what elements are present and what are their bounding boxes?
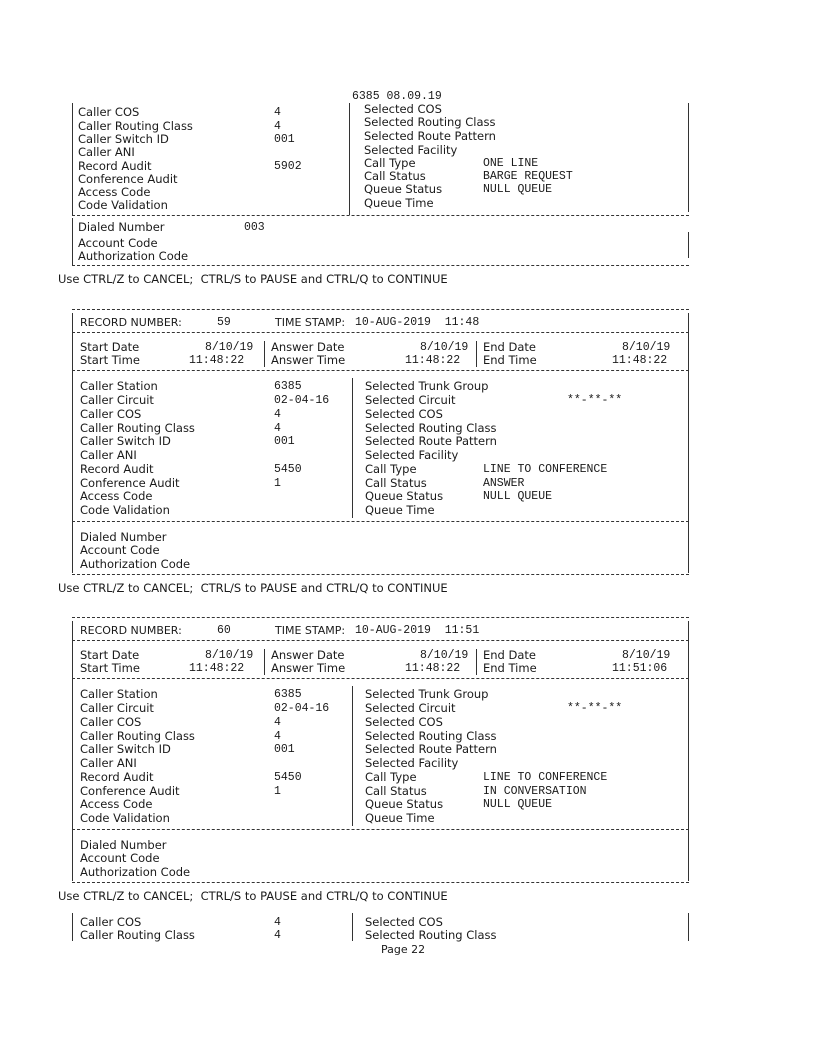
conference-audit-label: Conference Audit [80,476,180,490]
block0-dialed-number-value: 003 [244,221,265,234]
selected-facility-label: Selected Facility [365,448,459,462]
block0-code-validation-label: Code Validation [78,198,168,212]
record-number-value: 59 [217,316,231,329]
tail-right-border [688,913,689,941]
record-60-mid-border [352,686,353,826]
record-59-header-rule [72,332,689,333]
caller-switch-id-value: 001 [274,435,295,448]
answer-time-label: Answer Time [271,661,346,675]
block0-caller-routing-class-value: 4 [274,120,281,133]
queue-status-value: NULL QUEUE [483,490,553,503]
start-time-value: 11:48:22 [189,354,245,367]
queue-status-value: NULL QUEUE [483,798,553,811]
start-date-value: 8/10/19 [205,341,254,354]
start-date-value: 8/10/19 [205,649,254,662]
record-60-dates-rule [72,678,689,679]
access-code-label: Access Code [80,797,153,811]
caller-ani-label: Caller ANI [80,756,137,770]
caller-cos-value: 4 [274,716,281,729]
selected-circuit-value: **-**-** [567,394,623,407]
caller-station-value: 6385 [274,380,302,393]
caller-routing-class-label: Caller Routing Class [80,729,195,743]
start-time-label: Start Time [80,353,140,367]
end-date-value: 8/10/19 [622,649,671,662]
block0-mid-border [349,103,350,215]
block0-selected-facility-label: Selected Facility [364,143,458,157]
tail-selected-routing-class-label: Selected Routing Class [365,928,497,942]
block0-selected-route-pattern-label: Selected Route Pattern [364,129,496,143]
selected-cos-label: Selected COS [365,715,443,729]
control-prompt: Use CTRL/Z to CANCEL; CTRL/S to PAUSE and CTRL/Q to CONTINUE [58,581,448,595]
block0-record-audit-label: Record Audit [78,159,152,173]
caller-cos-label: Caller COS [80,407,142,421]
block0-access-code-label: Access Code [78,185,151,199]
block0-call-status-value: BARGE REQUEST [483,170,573,183]
block0-selected-cos-label: Selected COS [364,102,442,116]
queue-time-label: Queue Time [365,811,435,825]
authorization-code-label: Authorization Code [80,865,191,879]
caller-station-label: Caller Station [80,687,158,701]
selected-routing-class-label: Selected Routing Class [365,729,497,743]
block0-caller-cos-label: Caller COS [78,105,140,119]
caller-switch-id-label: Caller Switch ID [80,742,171,756]
record-59-date-sep-2 [476,341,477,367]
conference-audit-value: 1 [274,785,281,798]
block0-left-border-upper [72,103,73,215]
block0-caller-ani-label: Caller ANI [78,145,135,159]
time-stamp-value: 10-AUG-2019 11:48 [355,316,480,329]
block0-authorization-code-label: Authorization Code [78,249,189,263]
record-60-top-rule [72,617,689,618]
end-time-label: End Time [483,353,537,367]
queue-status-label: Queue Status [365,797,444,811]
code-validation-label: Code Validation [80,811,170,825]
call-type-value: LINE TO CONFERENCE [483,463,608,476]
record-59-fields-rule [72,521,689,522]
time-stamp-value: 10-AUG-2019 11:51 [355,624,480,637]
end-time-label: End Time [483,661,537,675]
start-time-label: Start Time [80,661,140,675]
record-59-dates-rule [72,370,689,371]
caller-cos-value: 4 [274,408,281,421]
selected-cos-label: Selected COS [365,407,443,421]
record-number-value: 60 [217,624,231,637]
block0-caller-switch-id-label: Caller Switch ID [78,132,169,146]
record-60-right-border [688,621,689,881]
tail-caller-routing-class-value: 4 [274,929,281,942]
block0-call-status-label: Call Status [364,169,426,183]
conference-audit-value: 1 [274,477,281,490]
call-status-value: ANSWER [483,477,525,490]
call-type-value: LINE TO CONFERENCE [483,771,608,784]
block0-conference-audit-label: Conference Audit [78,172,178,186]
caller-switch-id-label: Caller Switch ID [80,434,171,448]
record-60-bottom-rule [72,882,689,883]
caller-station-label: Caller Station [80,379,158,393]
tail-caller-cos-value: 4 [274,916,281,929]
call-status-value: IN CONVERSATION [483,785,587,798]
block0-right-border-lower [688,232,689,258]
queue-status-label: Queue Status [365,489,444,503]
call-type-label: Call Type [365,462,417,476]
record-60-date-sep-1 [264,649,265,675]
account-code-label: Account Code [80,851,160,865]
answer-date-label: Answer Date [271,340,345,354]
block0-queue-status-label: Queue Status [364,182,443,196]
record-60-date-sep-2 [476,649,477,675]
selected-circuit-value: **-**-** [567,702,623,715]
record-60-left-border [72,621,73,881]
record-audit-value: 5450 [274,463,302,476]
record-59-date-sep-1 [264,341,265,367]
record-59-right-border [688,313,689,573]
end-time-value: 11:51:06 [612,662,668,675]
record-59-mid-border [352,378,353,518]
caller-switch-id-value: 001 [274,743,295,756]
record-59-left-border [72,313,73,573]
dialed-number-label: Dialed Number [80,838,167,852]
block0-caller-cos-value: 4 [274,106,281,119]
caller-cos-label: Caller COS [80,715,142,729]
code-validation-label: Code Validation [80,503,170,517]
block0-queue-status-value: NULL QUEUE [483,183,553,196]
call-status-label: Call Status [365,784,427,798]
block0-caller-switch-id-value: 001 [274,133,295,146]
start-date-label: Start Date [80,648,140,662]
control-prompt: Use CTRL/Z to CANCEL; CTRL/S to PAUSE and CTRL/Q to CONTINUE [58,272,448,286]
block0-bottom-rule [72,265,689,266]
block0-left-border-lower [72,218,73,265]
caller-circuit-label: Caller Circuit [80,701,154,715]
caller-circuit-value: 02-04-16 [274,394,330,407]
start-date-label: Start Date [80,340,140,354]
control-prompt: Use CTRL/Z to CANCEL; CTRL/S to PAUSE and CTRL/Q to CONTINUE [58,889,448,903]
time-stamp-label: TIME STAMP: [275,624,346,637]
record-60-header-rule [72,640,689,641]
call-type-label: Call Type [365,770,417,784]
authorization-code-label: Authorization Code [80,557,191,571]
block0-selected-routing-class-label: Selected Routing Class [364,115,496,129]
time-stamp-label: TIME STAMP: [275,316,346,329]
block0-divider [72,215,689,216]
selected-trunk-group-label: Selected Trunk Group [365,687,489,701]
block0-dialed-number-label: Dialed Number [78,220,165,234]
caller-circuit-label: Caller Circuit [80,393,154,407]
dialed-number-label: Dialed Number [80,530,167,544]
answer-date-label: Answer Date [271,648,345,662]
end-date-value: 8/10/19 [622,341,671,354]
block0-queue-time-label: Queue Time [364,196,434,210]
conference-audit-label: Conference Audit [80,784,180,798]
record-number-label: RECORD NUMBER: [80,316,182,329]
answer-time-label: Answer Time [271,353,346,367]
selected-route-pattern-label: Selected Route Pattern [365,434,497,448]
record-audit-label: Record Audit [80,462,154,476]
tail-selected-cos-label: Selected COS [365,915,443,929]
answer-time-value: 11:48:22 [405,662,461,675]
caller-routing-class-value: 4 [274,422,281,435]
selected-facility-label: Selected Facility [365,756,459,770]
answer-time-value: 11:48:22 [405,354,461,367]
record-59-bottom-rule [72,574,689,575]
caller-station-value: 6385 [274,688,302,701]
access-code-label: Access Code [80,489,153,503]
selected-trunk-group-label: Selected Trunk Group [365,379,489,393]
caller-routing-class-value: 4 [274,730,281,743]
tail-mid-border [352,913,353,941]
block0-caller-routing-class-label: Caller Routing Class [78,119,193,133]
page-number: Page 22 [381,943,426,956]
start-time-value: 11:48:22 [189,662,245,675]
end-date-label: End Date [483,340,536,354]
record-60-fields-rule [72,829,689,830]
answer-date-value: 8/10/19 [420,341,469,354]
record-audit-label: Record Audit [80,770,154,784]
selected-circuit-label: Selected Circuit [365,701,456,715]
call-status-label: Call Status [365,476,427,490]
tail-left-border [72,913,73,941]
block0-call-type-value: ONE LINE [483,157,539,170]
account-code-label: Account Code [80,543,160,557]
record-audit-value: 5450 [274,771,302,784]
document-reference: 6385 08.09.19 [352,90,442,103]
end-date-label: End Date [483,648,536,662]
answer-date-value: 8/10/19 [420,649,469,662]
selected-circuit-label: Selected Circuit [365,393,456,407]
block0-call-type-label: Call Type [364,156,416,170]
tail-caller-cos-label: Caller COS [80,915,142,929]
end-time-value: 11:48:22 [612,354,668,367]
caller-routing-class-label: Caller Routing Class [80,421,195,435]
selected-routing-class-label: Selected Routing Class [365,421,497,435]
record-number-label: RECORD NUMBER: [80,624,182,637]
caller-ani-label: Caller ANI [80,448,137,462]
tail-caller-routing-class-label: Caller Routing Class [80,928,195,942]
block0-record-audit-value: 5902 [274,160,302,173]
block0-right-border [688,103,689,212]
selected-route-pattern-label: Selected Route Pattern [365,742,497,756]
record-59-top-rule [72,309,689,310]
block0-account-code-label: Account Code [78,236,158,250]
queue-time-label: Queue Time [365,503,435,517]
caller-circuit-value: 02-04-16 [274,702,330,715]
